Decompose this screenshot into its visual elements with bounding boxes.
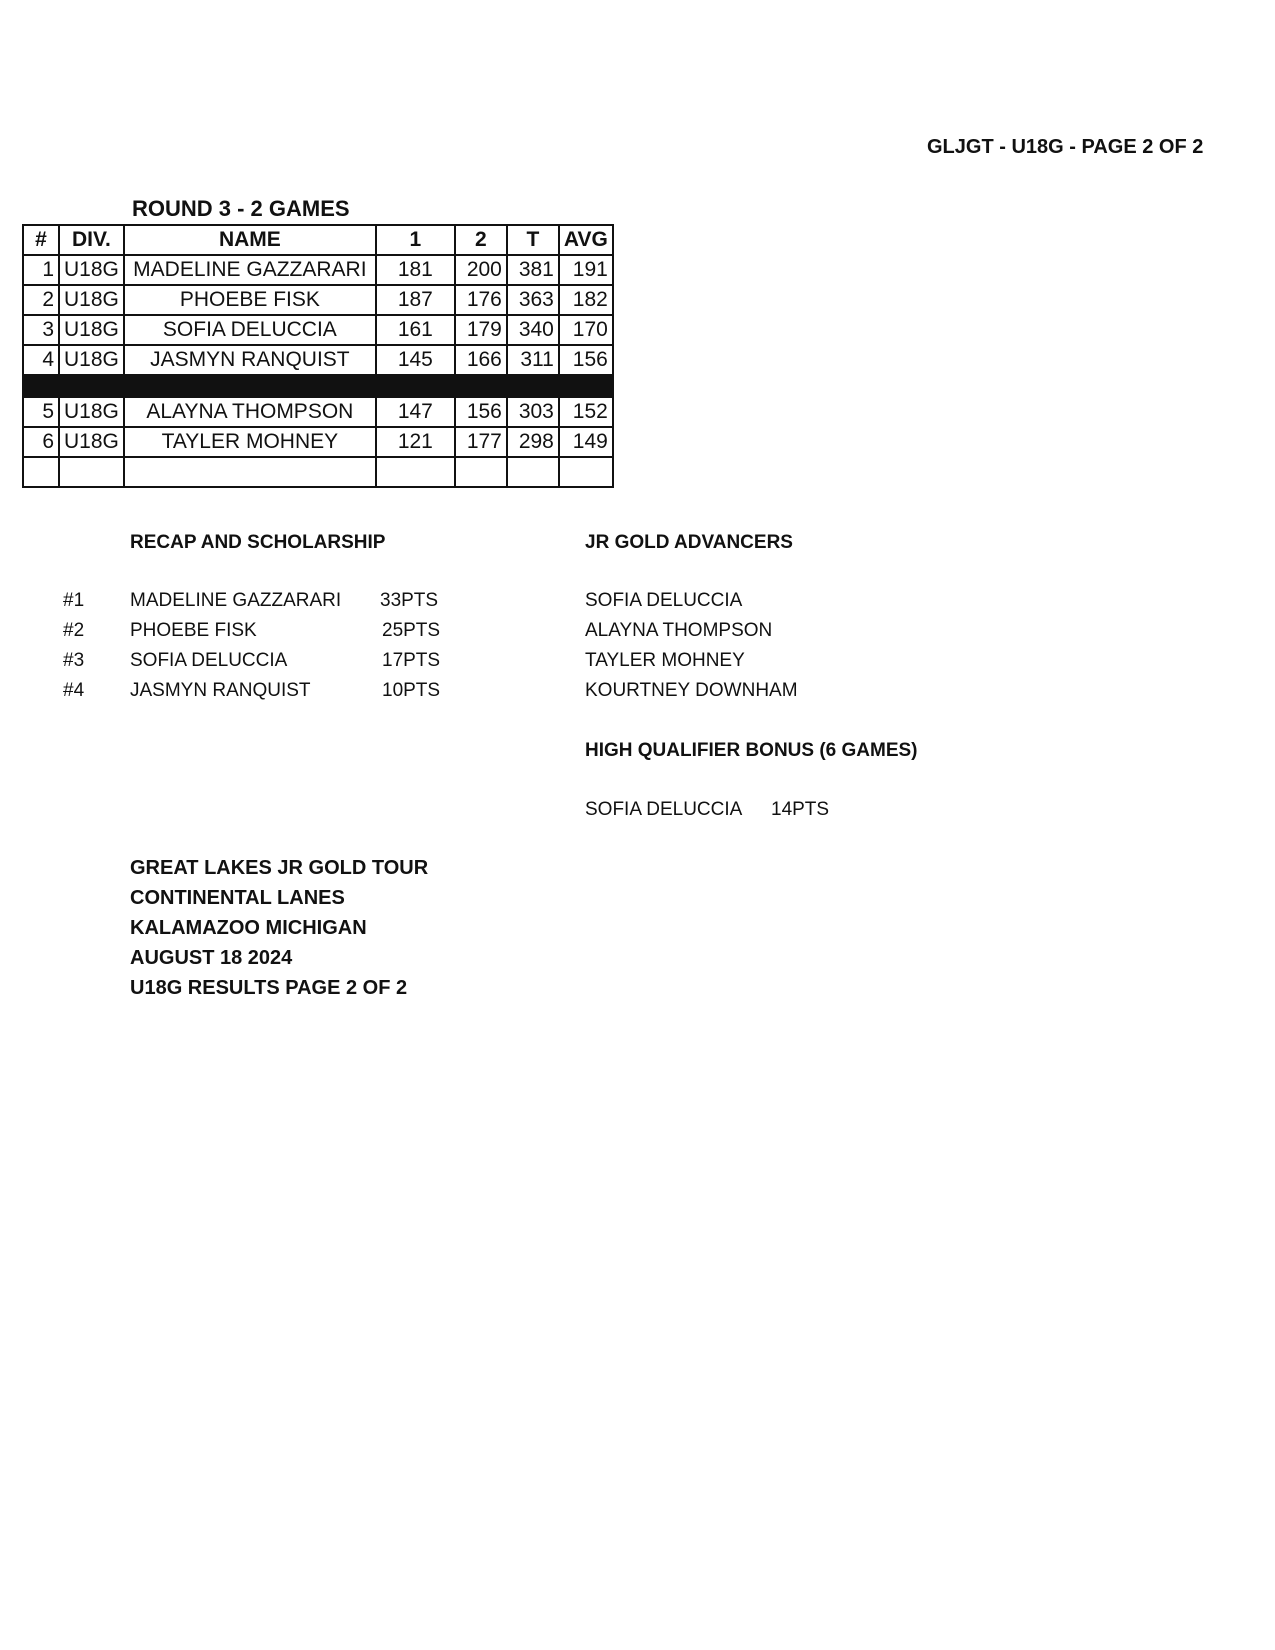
name-cell: ALAYNA THOMPSON <box>124 397 376 427</box>
average-cell: 182 <box>559 285 613 315</box>
round-title: ROUND 3 - 2 GAMES <box>132 196 350 221</box>
table-row <box>23 345 613 375</box>
division-cell: U18G <box>59 345 124 375</box>
footer-date: AUGUST 18 2024 <box>130 947 293 969</box>
empty-cell <box>455 457 507 487</box>
game-2-cell: 177 <box>455 427 507 457</box>
empty-table-row <box>23 457 613 487</box>
rank-cell: 5 <box>23 397 59 427</box>
footer-venue: CONTINENTAL LANES <box>130 887 345 909</box>
col-header-division: DIV. <box>59 225 124 255</box>
recap-place: #2 <box>63 620 85 641</box>
name-cell: MADELINE GAZZARARI <box>124 255 376 285</box>
advancer-name: ALAYNA THOMPSON <box>585 620 773 641</box>
rank-cell: 4 <box>23 345 59 375</box>
table-row <box>23 315 613 345</box>
empty-cell <box>59 457 124 487</box>
recap-name: MADELINE GAZZARARI <box>130 590 342 611</box>
bonus-points: 14PTS <box>771 799 830 820</box>
game-1-cell: 161 <box>376 315 455 345</box>
rank-cell: 2 <box>23 285 59 315</box>
total-cell: 363 <box>507 285 559 315</box>
table-row <box>23 397 613 427</box>
game-1-cell: 187 <box>376 285 455 315</box>
table-row <box>23 255 613 285</box>
division-cell: U18G <box>59 397 124 427</box>
game-1-cell: 181 <box>376 255 455 285</box>
average-cell: 152 <box>559 397 613 427</box>
empty-cell <box>376 457 455 487</box>
empty-cell <box>507 457 559 487</box>
name-cell: SOFIA DELUCCIA <box>124 315 376 345</box>
recap-place: #4 <box>63 680 85 701</box>
cut-line-divider <box>23 375 613 397</box>
name-cell: TAYLER MOHNEY <box>124 427 376 457</box>
recap-name: JASMYN RANQUIST <box>130 680 311 701</box>
total-cell: 311 <box>507 345 559 375</box>
col-header-total: T <box>507 225 559 255</box>
recap-name: PHOEBE FISK <box>130 620 257 641</box>
game-2-cell: 200 <box>455 255 507 285</box>
game-2-cell: 176 <box>455 285 507 315</box>
game-2-cell: 166 <box>455 345 507 375</box>
rank-cell: 6 <box>23 427 59 457</box>
table-row <box>23 285 613 315</box>
total-cell: 381 <box>507 255 559 285</box>
recap-name: SOFIA DELUCCIA <box>130 650 288 671</box>
col-header-game-2: 2 <box>455 225 507 255</box>
results-table <box>22 224 614 488</box>
total-cell: 303 <box>507 397 559 427</box>
game-1-cell: 121 <box>376 427 455 457</box>
footer-page-note: U18G RESULTS PAGE 2 OF 2 <box>130 977 408 999</box>
game-1-cell: 147 <box>376 397 455 427</box>
average-cell: 170 <box>559 315 613 345</box>
game-2-cell: 156 <box>455 397 507 427</box>
total-cell: 340 <box>507 315 559 345</box>
advancer-name: SOFIA DELUCCIA <box>585 590 743 611</box>
bonus-title: HIGH QUALIFIER BONUS (6 GAMES) <box>585 740 918 761</box>
total-cell: 298 <box>507 427 559 457</box>
col-header-game-1: 1 <box>376 225 455 255</box>
rank-cell: 3 <box>23 315 59 345</box>
advancers-title: JR GOLD ADVANCERS <box>585 532 793 553</box>
recap-points: 10PTS <box>382 680 441 701</box>
name-cell: JASMYN RANQUIST <box>124 345 376 375</box>
empty-cell <box>559 457 613 487</box>
col-header-average: AVG <box>559 225 613 255</box>
footer-tour-name: GREAT LAKES JR GOLD TOUR <box>130 857 429 879</box>
col-header-name: NAME <box>124 225 376 255</box>
game-1-cell: 145 <box>376 345 455 375</box>
empty-cell <box>124 457 376 487</box>
average-cell: 191 <box>559 255 613 285</box>
recap-points: 17PTS <box>382 650 441 671</box>
division-cell: U18G <box>59 285 124 315</box>
recap-place: #1 <box>63 590 85 611</box>
page-header: GLJGT - U18G - PAGE 2 OF 2 <box>927 136 1204 158</box>
average-cell: 149 <box>559 427 613 457</box>
recap-place: #3 <box>63 650 85 671</box>
name-cell: PHOEBE FISK <box>124 285 376 315</box>
division-cell: U18G <box>59 427 124 457</box>
recap-points: 33PTS <box>380 590 439 611</box>
rank-cell: 1 <box>23 255 59 285</box>
recap-points: 25PTS <box>382 620 441 641</box>
col-header-rank: # <box>23 225 59 255</box>
division-cell: U18G <box>59 315 124 345</box>
footer-location: KALAMAZOO MICHIGAN <box>130 917 367 939</box>
table-header-row <box>23 225 613 255</box>
empty-cell <box>23 457 59 487</box>
recap-title: RECAP AND SCHOLARSHIP <box>130 532 386 553</box>
bonus-name: SOFIA DELUCCIA <box>585 799 743 820</box>
game-2-cell: 179 <box>455 315 507 345</box>
advancer-name: KOURTNEY DOWNHAM <box>585 680 798 701</box>
advancer-name: TAYLER MOHNEY <box>585 650 745 671</box>
division-cell: U18G <box>59 255 124 285</box>
table-row <box>23 427 613 457</box>
average-cell: 156 <box>559 345 613 375</box>
cut-line-bar <box>23 375 613 397</box>
